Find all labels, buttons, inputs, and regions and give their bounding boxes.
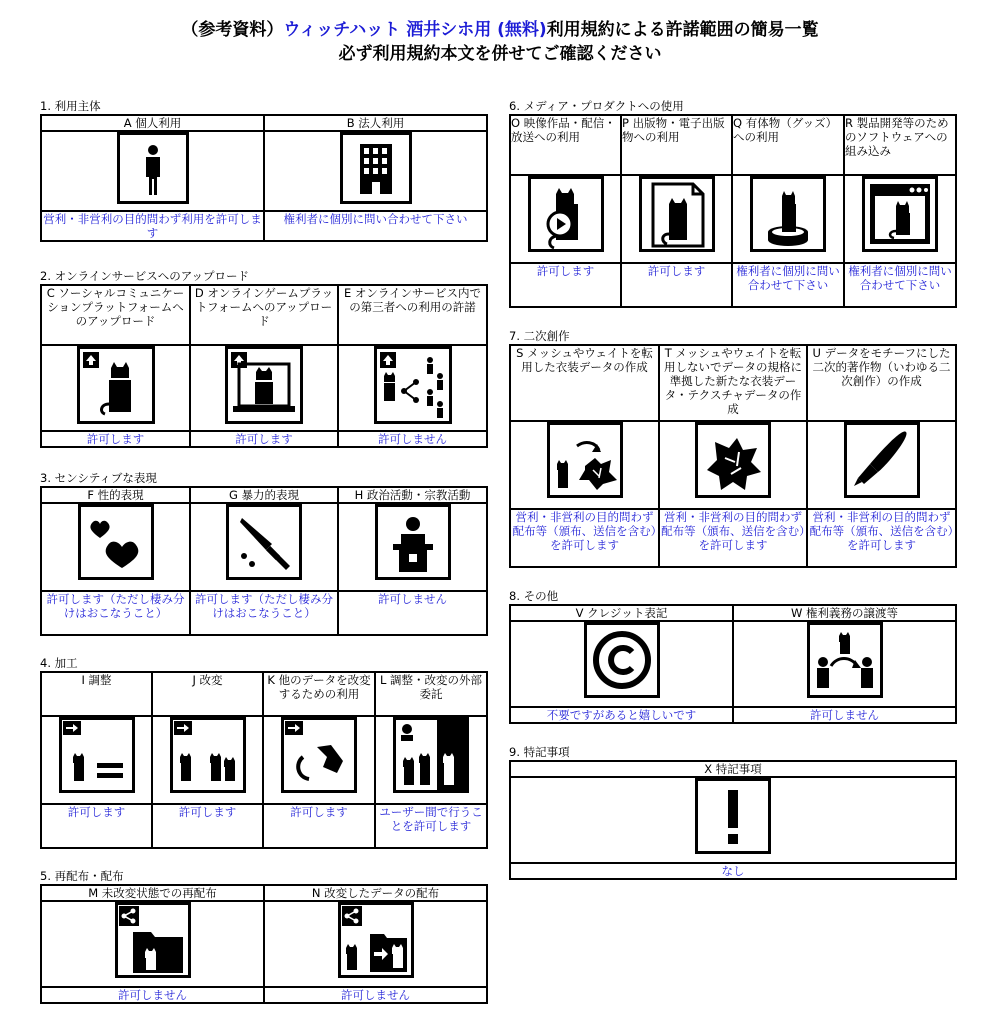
item-answer-r: 権利者に個別に問い合わせて下さい xyxy=(844,263,956,307)
upload-cat-icon xyxy=(77,346,155,424)
item-label-l: L 調整・改変の外部委託 xyxy=(375,672,487,716)
new-costume-icon xyxy=(695,422,771,498)
software-window-icon xyxy=(862,176,938,252)
item-answer-c: 許可します xyxy=(41,431,190,447)
title-prefix: （参考資料） xyxy=(181,20,284,40)
share-third-party-icon xyxy=(374,346,452,424)
item-label-h: H 政治活動・宗教活動 xyxy=(338,487,487,503)
item-answer-a: 営利・非営利の目的問わず利用を許可します xyxy=(41,211,264,241)
transfer-rights-icon xyxy=(807,622,883,698)
item-label-v: V クレジット表記 xyxy=(510,605,733,621)
outsource-icon xyxy=(393,717,469,793)
video-play-icon xyxy=(528,176,604,252)
item-answer-w: 許可しません xyxy=(733,707,956,723)
title-product-name: ウィッチハット 酒井シホ用 (無料) xyxy=(283,20,547,40)
reuse-parts-icon xyxy=(281,717,357,793)
item-label-g: G 暴力的表現 xyxy=(190,487,338,503)
item-label-q: Q 有体物（グッズ）への利用 xyxy=(732,115,844,175)
document-title xyxy=(0,18,1000,66)
section-title: 5. 再配布・配布 xyxy=(40,869,124,883)
item-answer-i: 許可します xyxy=(41,804,152,848)
item-label-o: O 映像作品・配信・放送への利用 xyxy=(510,115,621,175)
item-answer-k: 許可します xyxy=(263,804,375,848)
item-label-i: I 調整 xyxy=(41,672,152,716)
podium-speaker-icon xyxy=(375,504,451,580)
item-answer-q: 権利者に個別に問い合わせて下さい xyxy=(732,263,844,307)
item-label-s: S メッシュやウェイトを転用した衣装データの作成 xyxy=(510,345,659,421)
upload-monitor-icon xyxy=(225,346,303,424)
item-label-m: M 未改変状態での再配布 xyxy=(41,885,264,901)
item-answer-h: 許可しません xyxy=(338,591,487,635)
section-title: 8. その他 xyxy=(509,589,559,603)
item-answer-n: 許可しません xyxy=(264,987,487,1003)
person-icon xyxy=(117,132,189,204)
section-title: 9. 特記事項 xyxy=(509,745,570,759)
item-label-b: B 法人利用 xyxy=(264,115,487,131)
item-answer-u: 営利・非営利の目的問わず配布等（頒布、送信を含む）を許可します xyxy=(807,509,956,567)
section-title: 1. 利用主体 xyxy=(40,99,101,113)
office-building-icon xyxy=(340,132,412,204)
item-label-u: U データをモチーフにした二次的著作物（いわゆる二次創作）の作成 xyxy=(807,345,956,421)
section-title: 4. 加工 xyxy=(40,656,78,670)
item-answer-e: 許可しません xyxy=(338,431,487,447)
item-answer-p: 許可します xyxy=(621,263,732,307)
section-title: 2. オンラインサービスへのアップロード xyxy=(40,269,249,283)
share-folder-icon xyxy=(115,902,191,978)
item-answer-v: 不要ですがあると嬉しいです xyxy=(510,707,733,723)
section-title: 3. センシティブな表現 xyxy=(40,471,157,485)
item-answer-m: 許可しません xyxy=(41,987,264,1003)
share-modified-icon xyxy=(338,902,414,978)
item-label-w: W 権利義務の譲渡等 xyxy=(733,605,956,621)
pen-nib-icon xyxy=(844,422,920,498)
knife-icon xyxy=(226,504,302,580)
section-usage-subject xyxy=(40,98,486,254)
item-label-n: N 改変したデータの配布 xyxy=(264,885,487,901)
item-answer-j: 許可します xyxy=(152,804,263,848)
item-answer-t: 営利・非営利の目的問わず配布等（頒布、送信を含む）を許可します xyxy=(659,509,807,567)
item-label-c: C ソーシャルコミュニケーションプラットフォームへのアップロード xyxy=(41,285,190,345)
title-suffix: 利用規約による許諾範囲の簡易一覧 xyxy=(546,20,819,40)
hearts-icon xyxy=(78,504,154,580)
item-answer-s: 営利・非営利の目的問わず配布等（頒布、送信を含む）を許可します xyxy=(510,509,659,567)
exclamation-icon xyxy=(695,778,771,854)
item-answer-d: 許可します xyxy=(190,431,338,447)
section-title: 6. メディア・プロダクトへの使用 xyxy=(509,99,684,113)
item-answer-b: 権利者に個別に問い合わせて下さい xyxy=(264,211,487,241)
item-label-p: P 出版物・電子出版物への利用 xyxy=(621,115,732,175)
item-answer-l: ユーザー間で行うことを許可します xyxy=(375,804,487,848)
figure-goods-icon xyxy=(750,176,826,252)
item-answer-f: 許可します（ただし棲み分けはおこなうこと） xyxy=(41,591,190,635)
title-notice: 必ず利用規約本文を併せてご確認ください xyxy=(338,44,662,64)
item-label-t: T メッシュやウェイトを転用しないでデータの規格に準拠した新たな衣装データ・テクスチャデータの作成 xyxy=(659,345,807,421)
item-label-x: X 特記事項 xyxy=(510,761,956,777)
item-label-d: D オンラインゲームプラットフォームへのアップロード xyxy=(190,285,338,345)
item-label-k: K 他のデータを改変するための利用 xyxy=(263,672,375,716)
item-label-f: F 性的表現 xyxy=(41,487,190,503)
mesh-transfer-icon xyxy=(547,422,623,498)
section-title: 7. 二次創作 xyxy=(509,329,570,343)
item-label-e: E オンラインサービス内での第三者への利用の許諾 xyxy=(338,285,487,345)
item-label-r: R 製品開発等のためのソフトウェアへの組み込み xyxy=(844,115,956,175)
publication-icon xyxy=(639,176,715,252)
item-answer-g: 許可します（ただし棲み分けはおこなうこと） xyxy=(190,591,338,635)
modify-cats-icon xyxy=(170,717,246,793)
item-answer-o: 許可します xyxy=(510,263,621,307)
item-answer-x: なし xyxy=(510,863,956,879)
copyright-icon xyxy=(584,622,660,698)
item-label-j: J 改変 xyxy=(152,672,263,716)
item-label-a: A 個人利用 xyxy=(41,115,264,131)
adjust-equal-icon xyxy=(59,717,135,793)
